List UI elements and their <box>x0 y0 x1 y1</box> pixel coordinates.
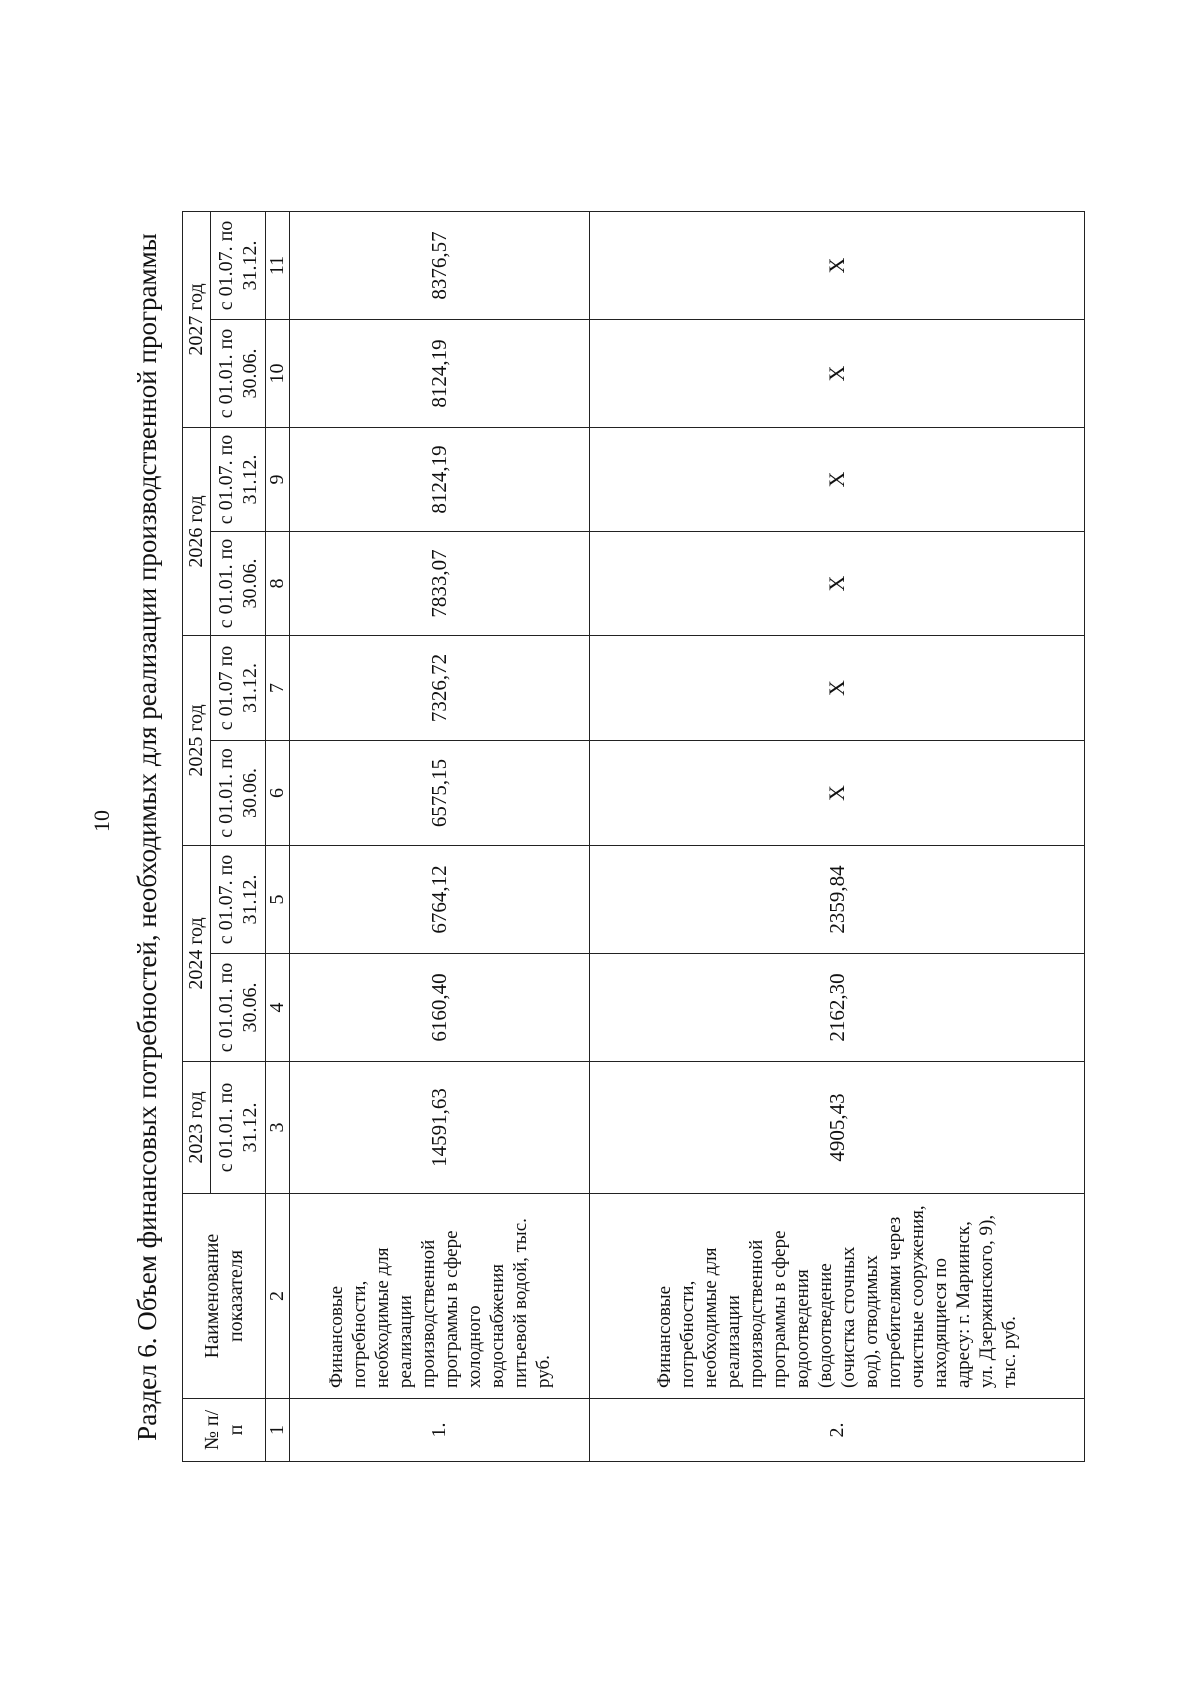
header-period: с 01.01. по 30.06. <box>211 741 266 846</box>
column-number: 1 <box>266 1399 290 1462</box>
header-year: 2027 год <box>183 212 211 428</box>
header-name: Наименование показателя <box>183 1194 266 1399</box>
row-value: X <box>590 212 1085 320</box>
header-row-numbers <box>266 212 290 1462</box>
column-number: 10 <box>266 320 290 428</box>
section-heading: Раздел 6. Объем финансовых потребностей, необходимых для реализации производственной программы <box>132 233 162 1441</box>
row-value: 6764,12 <box>290 846 590 954</box>
column-number: 6 <box>266 741 290 846</box>
row-value: 14591,63 <box>290 1062 590 1194</box>
column-number: 2 <box>266 1194 290 1399</box>
column-number: 3 <box>266 1062 290 1194</box>
table-row <box>590 212 1085 1462</box>
header-no: № п/п <box>183 1399 266 1462</box>
row-value: X <box>590 532 1085 636</box>
row-value: 7833,07 <box>290 532 590 636</box>
header-period: с 01.07. по 31.12. <box>211 428 266 532</box>
header-row-years <box>183 212 211 1462</box>
row-value: 2359,84 <box>590 846 1085 954</box>
header-period: с 01.01. по 31.12. <box>211 1062 266 1194</box>
header-period: с 01.01. по 30.06. <box>211 532 266 636</box>
header-year: 2023 год <box>183 1062 211 1194</box>
row-value: 7326,72 <box>290 636 590 741</box>
header-year: 2026 год <box>183 428 211 636</box>
rotated-content <box>130 212 1090 1462</box>
header-period: с 01.07. по 31.12. <box>211 846 266 954</box>
header-period: с 01.07. по 31.12. <box>211 212 266 320</box>
table-row <box>290 212 590 1462</box>
column-number: 8 <box>266 532 290 636</box>
row-value: 4905,43 <box>590 1062 1085 1194</box>
column-number: 4 <box>266 954 290 1062</box>
row-number: 2. <box>590 1399 1085 1462</box>
column-number: 7 <box>266 636 290 741</box>
row-value: 6575,15 <box>290 741 590 846</box>
page-number: 10 <box>89 810 114 832</box>
row-value: 8124,19 <box>290 428 590 532</box>
header-year: 2024 год <box>183 846 211 1062</box>
header-period: с 01.01. по 30.06. <box>211 954 266 1062</box>
column-number: 9 <box>266 428 290 532</box>
row-number: 1. <box>290 1399 590 1462</box>
row-value: X <box>590 636 1085 741</box>
row-name: Финансовые потребности, необходимые для реализации производственной программы в сфере холодного водоснабжения питьевой водой, тыс. руб. <box>290 1194 590 1399</box>
column-number: 11 <box>266 212 290 320</box>
header-period: с 01.07 по 31.12. <box>211 636 266 741</box>
row-value: 2162,30 <box>590 954 1085 1062</box>
header-period: с 01.01. по 30.06. <box>211 320 266 428</box>
row-value: X <box>590 320 1085 428</box>
row-value: 6160,40 <box>290 954 590 1062</box>
row-value: 8124,19 <box>290 320 590 428</box>
row-name: Финансовые потребности, необходимые для реализации производственной программы в сфере водоотведения (водоотведение (очистка сточных вод), отводимых потребителями через очистные сооружения, находящиеся по адресу: г. Мариинск, ул. Дзержинского, 9), тыс. руб. <box>590 1194 1085 1399</box>
financial-needs-table <box>182 211 1085 1462</box>
row-value: X <box>590 428 1085 532</box>
header-year: 2025 год <box>183 636 211 846</box>
row-value: X <box>590 741 1085 846</box>
column-number: 5 <box>266 846 290 954</box>
row-value: 8376,57 <box>290 212 590 320</box>
